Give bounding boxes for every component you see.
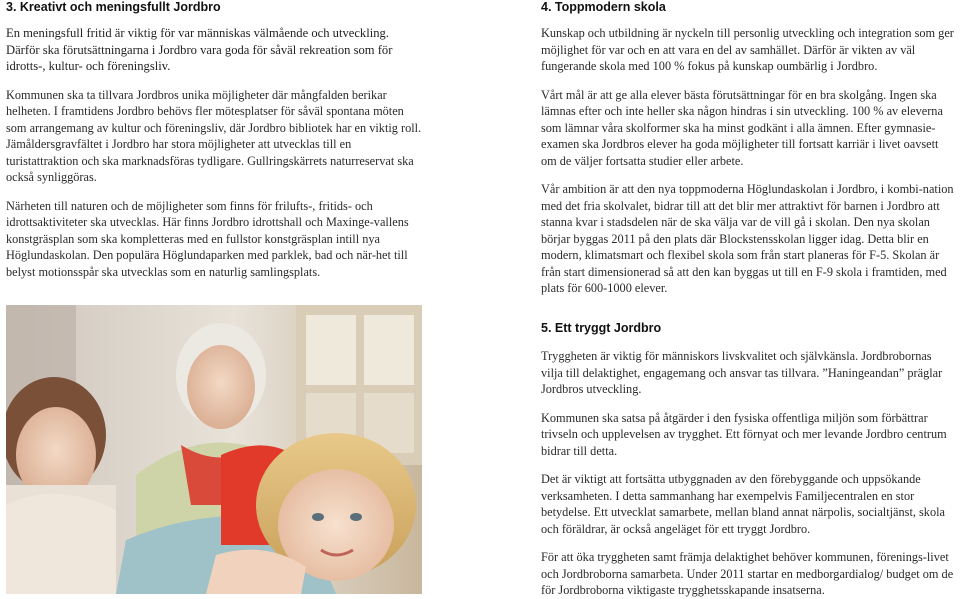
section-4-paragraph-1: Kunskap och utbildning är nyckeln till personlig utveckling och integration som ger möjlighet för var och en att vara en del av samhället. Därför är vikten av väl fungerande skola med 100 % fokus på kunskap oumbärlig i Jordbro. bbox=[541, 26, 954, 73]
spacer bbox=[541, 459, 955, 471]
left-column bbox=[6, 0, 422, 280]
section-4-paragraph-2: Vårt mål är att ge alla elever bästa förutsättningar för en bra skolgång. Ingen ska lämnas efter och inte heller ska någon hindras i sin utveckling. 100 % av eleverna som lämnar våra skolformer ska ha minst godkänt i alla ämnen. Efter gymnasie-examen ska Jordbros elever ha goda möjligheter till fortsatt karriär i livet oavsett om de väljer fortsatta studier eller arbete. bbox=[541, 87, 943, 168]
spacer bbox=[541, 75, 955, 87]
section-5-paragraph-1: Tryggheten är viktig för människors livskvalitet och självkänsla. Jordbrobornas vilja till delaktighet, engagemang och ansvar tas tillvara. ”Haningeandan” präglar Jordbros utveckling. bbox=[541, 349, 943, 396]
family-photo-icon bbox=[6, 305, 422, 594]
spacer bbox=[6, 186, 422, 198]
spacer bbox=[541, 15, 955, 25]
section-3-paragraph-2: Närheten till naturen och de möjligheter som finns för frilufts-, fritids- och idrottsaktiviteter ska utvecklas. Här finns Jordbro idrottshall och Maxinge-vallens konstgräsplan som ska kompletteras med en fullstor konstgräsplan intill nya Höglundaskolan. Den populära Höglundaparken med parklek, bad och när-het till belyst motionsspår ska utvecklas som en naturlig samlingsplats. bbox=[6, 198, 409, 279]
section-5-paragraph-4: För att öka tryggheten samt främja delaktighet behöver kommunen, förenings-livet och Jordbroborna samarbeta. Under 2011 startar en medborgardialog/ budget om de för Jordbroborna viktigaste trygghetsskapande insatserna. bbox=[541, 550, 954, 597]
spacer bbox=[541, 169, 955, 181]
spacer bbox=[6, 75, 422, 87]
spacer bbox=[541, 336, 955, 348]
spacer bbox=[541, 537, 955, 549]
family-photo bbox=[6, 305, 422, 594]
right-column bbox=[541, 0, 955, 297]
section-5-heading: 5. Ett tryggt Jordbro bbox=[541, 321, 662, 335]
section-3-heading: 3. Kreativt och meningsfullt Jordbro bbox=[6, 0, 221, 14]
section-4-heading: 4. Toppmodern skola bbox=[541, 0, 666, 14]
section-5-paragraph-3: Det är viktigt att fortsätta utbyggnaden av den förebyggande och uppsökande verksamheten. I detta sammanhang har exempelvis Familjecentralen en stor betydelse. Ett utvecklat samarbete, mellan bland annat närpolis, socialtjänst, skola och föräldrar, är också angeläget för ett tryggt Jordbro. bbox=[541, 472, 945, 536]
section-5 bbox=[541, 318, 955, 599]
section-5-paragraph-2: Kommunen ska satsa på åtgärder i den fysiska offentliga miljön som förbättrar trivseln och upplevelsen av trygghet. Ett förnyat och mer levande Jordbro centrum bidrar till detta. bbox=[541, 410, 947, 458]
section-3-paragraph-1: Kommunen ska ta tillvara Jordbros unika möjligheter där mångfalden berikar helheten. I framtidens Jordbro behövs fler mötesplatser för såväl spontana möten som arrangemang av kultur och föreningsliv, där Jordbro bibliotek har en viktig roll. Jämåldersgravfältet i Jordbro har stora möjligheter att utvecklas till en turistattraktion och ska marknadsföras tydligare. Gullringskärrets naturreservat ska också synliggöras. bbox=[6, 87, 422, 184]
spacer bbox=[541, 398, 955, 410]
section-4-paragraph-3: Vår ambition är att den nya toppmoderna Höglundaskolan i Jordbro, i kombi-nation med det fria skolvalet, bidrar till att det blir mer attraktivt för barnen i Jordbro att stanna kvar i stadsdelen när de ska välja var de vill gå i skolan. Den nya skolan börjar byggas 2011 på den plats där Blockstensskolan ligger idag. Detta blir en modern, klimatsmart och flexibel skola som från start planeras för F-5. Skolan är från start dimensionerad så att den kan byggas ut till en F-9 skola i framtiden, med plats för 600-1000 elever. bbox=[541, 182, 954, 295]
section-3-lead: En meningsfull fritid är viktig för var människas välmående och utveckling. Därför ska förutsättningarna i Jordbro vara goda för såväl rekreation som för idrotts-, kultur- och föreningsliv. bbox=[6, 26, 393, 73]
